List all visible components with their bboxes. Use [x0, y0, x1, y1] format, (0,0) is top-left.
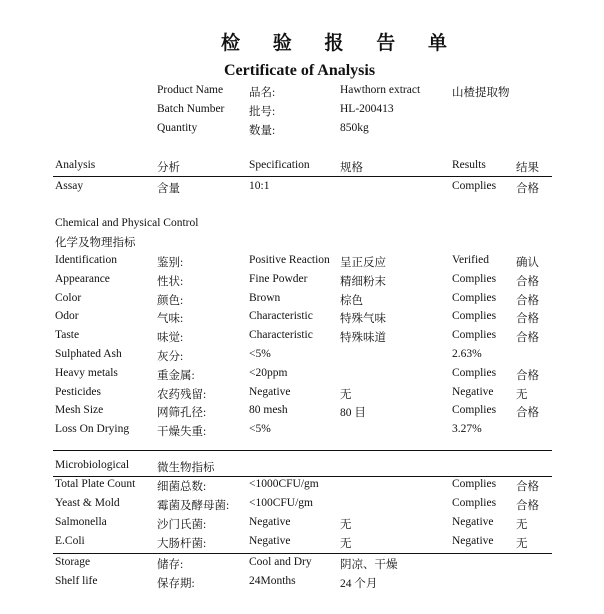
row-result: Negative	[452, 535, 494, 547]
assay-result: Complies	[452, 180, 497, 192]
product-name-value-cn: 山楂提取物	[452, 87, 510, 99]
product-name-label-cn: 品名:	[249, 87, 276, 99]
row-spec: Positive Reaction	[249, 254, 330, 266]
row-value: Cool and Dry	[249, 556, 312, 568]
row-result-cn: 无	[516, 388, 528, 401]
assay-result-cn: 合格	[516, 183, 539, 195]
row-result: Complies	[452, 478, 497, 490]
row-result: 2.63%	[452, 348, 482, 360]
row-spec: Characteristic	[249, 329, 313, 342]
row-result: Complies	[452, 366, 497, 379]
quantity-value: 850kg	[340, 122, 369, 134]
header-divider	[53, 176, 552, 177]
assay-name-cn: 含量	[157, 183, 180, 195]
section-micro-title: Microbiological	[55, 459, 130, 471]
row-spec: Brown	[249, 291, 281, 304]
chem-section-divider	[53, 450, 552, 451]
row-value-cn: 阴凉、干燥	[340, 559, 398, 571]
row-name: Heavy metals	[55, 366, 118, 379]
row-spec-cn: 特殊味道	[340, 332, 386, 345]
row-spec: <20ppm	[249, 366, 288, 379]
row-spec-cn: 呈正反应	[340, 257, 386, 269]
row-spec: <1000CFU/gm	[249, 478, 319, 490]
batch-number-label-cn: 批号:	[249, 106, 276, 118]
row-name: Identification	[55, 254, 117, 266]
row-result-cn: 合格	[516, 313, 539, 326]
row-name-cn: 沙门氏菌:	[157, 519, 207, 531]
row-name-cn: 重金属:	[157, 369, 195, 382]
row-name-cn: 霉菌及酵母菌:	[157, 500, 230, 512]
row-result: Verified	[452, 254, 490, 266]
quantity-label-cn: 数量:	[249, 125, 276, 137]
row-result: 3.27%	[452, 423, 482, 436]
header-analysis: Analysis	[55, 159, 96, 171]
product-name-value: Hawthorn extract	[340, 84, 421, 96]
section-chem-title: Chemical and Physical Control	[55, 217, 199, 229]
assay-name: Assay	[55, 180, 84, 192]
row-name: Shelf life	[55, 575, 98, 587]
micro-header-divider	[53, 476, 552, 477]
row-result-cn: 合格	[516, 407, 539, 420]
row-spec: Characteristic	[249, 310, 313, 323]
row-result-cn: 无	[516, 538, 528, 550]
row-spec: Negative	[249, 535, 291, 547]
row-spec: 80 mesh	[249, 404, 288, 417]
row-name-cn: 细菌总数:	[157, 481, 207, 493]
row-spec: <5%	[249, 348, 271, 360]
row-result-cn: 合格	[516, 369, 539, 382]
row-name: Odor	[55, 310, 79, 323]
row-result-cn: 无	[516, 519, 528, 531]
row-name-cn: 农药残留:	[157, 388, 207, 401]
row-spec-cn: 棕色	[340, 294, 363, 307]
header-analysis-cn: 分析	[157, 162, 180, 174]
micro-section-divider	[53, 553, 552, 554]
row-name: Color	[55, 291, 82, 304]
quantity-label: Quantity	[157, 122, 198, 134]
row-result: Complies	[452, 310, 497, 323]
row-result: Complies	[452, 272, 497, 285]
row-value-cn: 24 个月	[340, 578, 378, 590]
row-spec-cn: 无	[340, 538, 352, 550]
header-results-cn: 结果	[516, 162, 539, 174]
row-name: Taste	[55, 329, 80, 342]
row-result: Negative	[452, 516, 494, 528]
row-name: Total Plate Count	[55, 478, 136, 490]
row-spec: Negative	[249, 385, 291, 398]
document-title-cn: 检 验 报 告 单	[221, 33, 462, 54]
row-result: Complies	[452, 329, 497, 342]
row-name-cn: 性状:	[157, 275, 184, 288]
product-name-label: Product Name	[157, 84, 224, 96]
row-spec: Negative	[249, 516, 291, 528]
row-spec-cn: 无	[340, 388, 352, 401]
header-spec: Specification	[249, 159, 310, 171]
row-name: Loss On Drying	[55, 423, 130, 436]
row-result: Complies	[452, 497, 497, 509]
row-name-cn: 大肠杆菌:	[157, 538, 207, 550]
row-result-cn: 合格	[516, 500, 539, 512]
row-name: Pesticides	[55, 385, 101, 398]
row-name-cn: 网筛孔径:	[157, 407, 207, 420]
row-name: Salmonella	[55, 516, 107, 528]
row-result-cn: 合格	[516, 332, 539, 345]
row-spec-cn: 80 目	[340, 407, 366, 420]
row-result-cn: 合格	[516, 294, 539, 307]
section-chem-title-cn: 化学及物理指标	[55, 237, 136, 249]
row-name-cn: 干燥失重:	[157, 426, 207, 439]
assay-spec: 10:1	[249, 180, 270, 192]
header-results: Results	[452, 159, 486, 171]
row-name: Appearance	[55, 272, 110, 285]
row-name-cn: 气味:	[157, 313, 184, 326]
row-spec-cn: 精细粉末	[340, 275, 386, 288]
batch-number-value: HL-200413	[340, 103, 394, 115]
row-name: Sulphated Ash	[55, 348, 122, 360]
row-name: E.Coli	[55, 535, 85, 547]
row-name-cn: 颜色:	[157, 294, 184, 307]
header-spec-cn: 规格	[340, 162, 363, 174]
row-result: Negative	[452, 385, 494, 398]
row-name-cn: 味觉:	[157, 332, 184, 345]
row-spec-cn: 特殊气味	[340, 313, 386, 326]
row-spec-cn: 无	[340, 519, 352, 531]
row-name-cn: 保存期:	[157, 578, 195, 590]
section-micro-title-cn: 微生物指标	[157, 462, 215, 474]
row-spec: <100CFU/gm	[249, 497, 313, 509]
row-result-cn: 合格	[516, 481, 539, 493]
batch-number-label: Batch Number	[157, 103, 225, 115]
row-result-cn: 合格	[516, 275, 539, 288]
document-title-en: Certificate of Analysis	[224, 62, 376, 79]
row-name: Mesh Size	[55, 404, 104, 417]
row-spec: Fine Powder	[249, 272, 308, 285]
row-value: 24Months	[249, 575, 296, 587]
row-spec: <5%	[249, 423, 271, 436]
row-result: Complies	[452, 404, 497, 417]
row-name: Storage	[55, 556, 91, 568]
row-result: Complies	[452, 291, 497, 304]
row-name-cn: 灰分:	[157, 351, 184, 363]
row-result-cn: 确认	[516, 257, 539, 269]
row-name: Yeast & Mold	[55, 497, 120, 509]
row-name-cn: 储存:	[157, 559, 184, 571]
row-name-cn: 鉴别:	[157, 257, 184, 269]
